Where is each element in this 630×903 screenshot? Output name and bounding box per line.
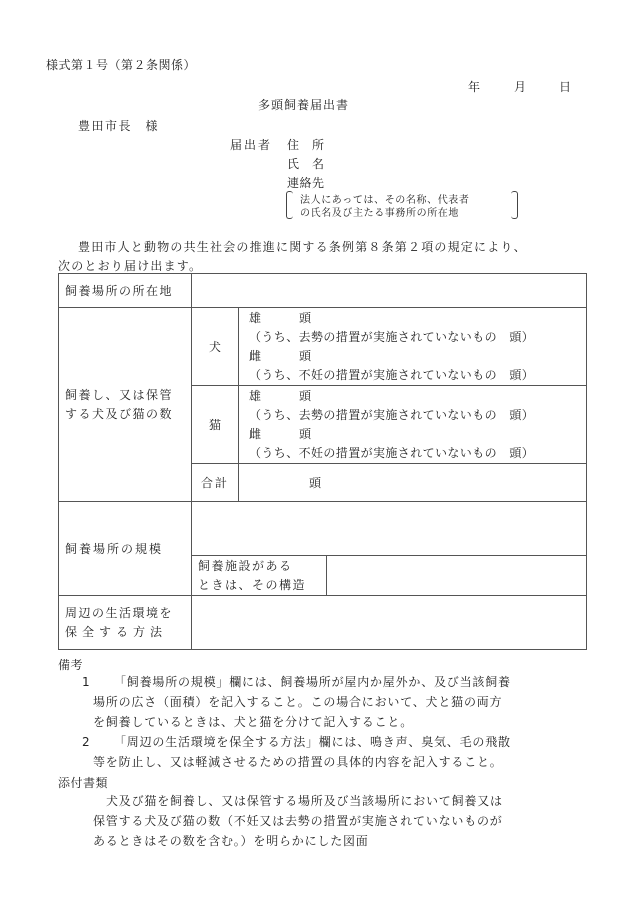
- remarks-heading: 備考: [58, 658, 84, 672]
- form-number: 様式第１号（第２条関係）: [46, 58, 197, 72]
- facility-label-line2: ときは、その構造: [198, 577, 307, 592]
- cat-female-label: 雌: [249, 426, 262, 441]
- corporate-note-line2: の氏名及び主たる事務所の所在地: [300, 208, 459, 219]
- applicant-contact-label: 連絡先: [287, 176, 325, 190]
- dog-contraception-note: （うち、不妊の措置が実施されていないもの 頭）: [249, 367, 535, 382]
- dog-counts[interactable]: [239, 308, 587, 386]
- intro-line1: 豊田市人と動物の共生社会の推進に関する条例第８条第２項の規定により、: [78, 240, 527, 254]
- count-label-line2: する犬及び猫の数: [65, 406, 174, 421]
- date-month-label: 月: [514, 80, 527, 94]
- cat-contraception-note: （うち、不妊の措置が実施されていないもの 頭）: [249, 445, 535, 460]
- remark2-number: 2: [82, 735, 91, 749]
- cat-label: 猫: [192, 386, 239, 464]
- remark2-line2: 等を防止し、又は軽減させるための措置の具体的内容を記入すること。: [93, 755, 503, 769]
- scale-row-top: [59, 502, 587, 556]
- scale-input[interactable]: [192, 502, 587, 556]
- environment-label: [59, 596, 192, 650]
- environment-row: [59, 596, 587, 650]
- notification-table: [58, 273, 587, 650]
- remark2-line1: 「周辺の生活環境を保全する方法」欄には、鳴き声、臭気、毛の飛散: [114, 735, 511, 749]
- applicant-label: 届出者: [230, 138, 273, 152]
- dog-label: 犬: [192, 308, 239, 386]
- corporate-note: [286, 191, 518, 219]
- cat-castration-note: （うち、去勢の措置が実施されていないもの 頭）: [249, 407, 535, 422]
- scale-label: 飼養場所の規模: [59, 502, 192, 596]
- facility-input[interactable]: [327, 556, 587, 596]
- environment-label-line1: 周辺の生活環境を: [65, 605, 174, 620]
- date-year-label: 年: [468, 80, 481, 94]
- total-value[interactable]: [239, 464, 587, 502]
- facility-label: [192, 556, 327, 596]
- intro-line2: 次のとおり届け出ます。: [58, 259, 203, 273]
- facility-label-line1: 飼養施設がある: [198, 558, 293, 573]
- dog-male-label: 雄: [249, 310, 262, 325]
- cat-male-unit: 頭: [299, 388, 312, 403]
- cat-counts[interactable]: [239, 386, 587, 464]
- attachments-heading: 添付書類: [58, 776, 109, 790]
- dog-castration-note: （うち、去勢の措置が実施されていないもの 頭）: [249, 329, 535, 344]
- dog-female-unit: 頭: [299, 348, 312, 363]
- remark1-line1: 「飼養場所の規模」欄には、飼養場所が屋内か屋外か、及び当該飼養: [114, 675, 511, 689]
- attachments-line3: あるときはその数を含む。）を明らかにした図面: [93, 834, 369, 848]
- left-bracket: [286, 191, 293, 219]
- environment-input[interactable]: [192, 596, 587, 650]
- environment-label-line2: 保全する方法: [65, 624, 168, 639]
- dog-row: [59, 308, 587, 386]
- date-day-label: 日: [559, 80, 572, 94]
- count-label: [59, 308, 192, 502]
- remark1-line3: を飼養しているときは、犬と猫を分けて記入すること。: [93, 715, 414, 729]
- dog-male-unit: 頭: [299, 310, 312, 325]
- right-bracket: [511, 191, 518, 219]
- total-label: 合計: [192, 464, 239, 502]
- attachments-line1: 犬及び猫を飼養し、又は保管する場所及び当該場所において飼養又は: [106, 794, 503, 808]
- location-input[interactable]: [192, 274, 587, 308]
- applicant-name-label: 氏 名: [287, 157, 325, 171]
- addressee: 豊田市長 様: [78, 119, 160, 133]
- count-label-line1: 飼養し、又は保管: [65, 387, 174, 402]
- cat-female-unit: 頭: [299, 426, 312, 441]
- dog-female-label: 雌: [249, 348, 262, 363]
- location-row: [59, 274, 587, 308]
- total-unit: 頭: [309, 476, 322, 490]
- attachments-line2: 保管する犬及び猫の数（不妊又は去勢の措置が実施されていないものが: [93, 814, 503, 828]
- remark1-line2: 場所の広さ（面積）を記入すること。この場合において、犬と猫の両方: [93, 695, 503, 709]
- corporate-note-line1: 法人にあっては、その名称、代表者: [300, 195, 470, 206]
- document-title: 多頭飼養届出書: [258, 98, 350, 112]
- cat-male-label: 雄: [249, 388, 262, 403]
- applicant-address-label: 住 所: [287, 138, 325, 152]
- remark1-number: 1: [82, 675, 91, 689]
- location-label: 飼養場所の所在地: [59, 274, 192, 308]
